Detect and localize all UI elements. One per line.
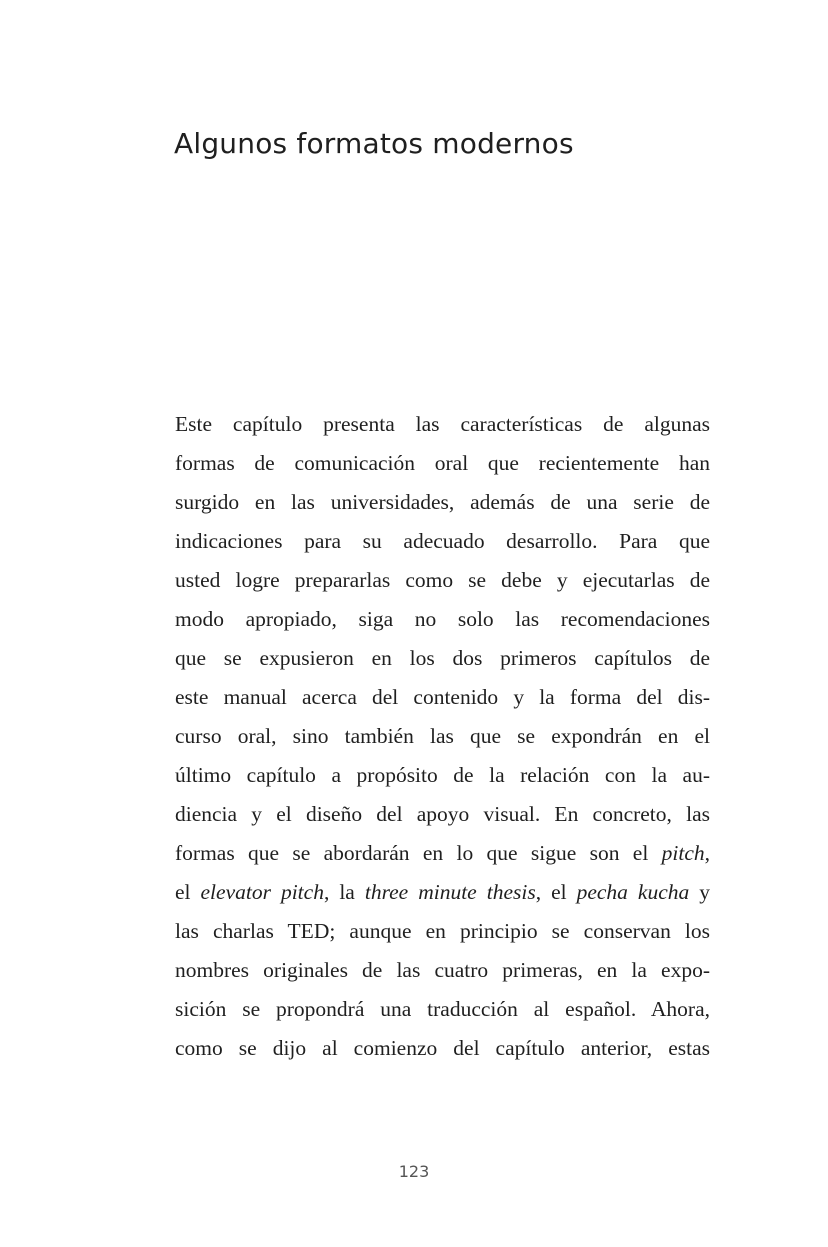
- text-segment: surgido en las universidades, además de una serie de: [175, 490, 710, 514]
- page-number: 123: [398, 1162, 430, 1181]
- text-line: [175, 795, 710, 834]
- text-line: [175, 678, 710, 717]
- text-segment: el: [175, 880, 201, 904]
- text-segment: curso oral, sino también las que se expondrán en el: [175, 724, 710, 748]
- italic-term: three minute thesis: [364, 880, 536, 904]
- text-segment: como se dijo al comienzo del capítulo anterior, estas: [175, 1036, 710, 1060]
- text-line: [175, 912, 710, 951]
- text-segment: modo apropiado, siga no solo las recomendaciones: [175, 607, 710, 631]
- text-line: [175, 444, 710, 483]
- chapter-title: Algunos formatos modernos: [174, 127, 574, 160]
- text-segment: diencia y el diseño del apoyo visual. En concreto, las: [175, 802, 710, 826]
- text-line: [175, 756, 710, 795]
- text-segment: usted logre prepararlas como se debe y ejecutarlas de: [175, 568, 710, 592]
- italic-term: pitch: [661, 841, 705, 865]
- text-segment: nombres originales de las cuatro primeras, en la expo-: [175, 958, 710, 982]
- text-segment: este manual acerca del contenido y la forma del dis-: [175, 685, 710, 709]
- text-segment: y: [689, 880, 711, 904]
- text-line: [175, 639, 710, 678]
- text-segment: sición se propondrá una traducción al español. Ahora,: [175, 997, 710, 1021]
- text-line: [175, 483, 710, 522]
- text-segment: Este capítulo presenta las características de algunas: [175, 412, 710, 436]
- text-segment: formas de comunicación oral que recientemente han: [175, 451, 710, 475]
- text-line: [175, 990, 710, 1029]
- text-line: [175, 951, 710, 990]
- text-segment: formas que se abordarán en lo que sigue son el: [175, 841, 662, 865]
- text-line: [175, 1029, 710, 1068]
- text-line: [175, 561, 710, 600]
- text-segment: último capítulo a propósito de la relación con la au-: [175, 763, 710, 787]
- italic-term: elevator pitch: [200, 880, 324, 904]
- text-segment: que se expusieron en los dos primeros capítulos de: [175, 646, 710, 670]
- body-paragraph: [175, 405, 710, 1068]
- text-line: [175, 405, 710, 444]
- text-line: [175, 522, 710, 561]
- text-line: [175, 600, 710, 639]
- text-line: [175, 717, 710, 756]
- text-line: [175, 873, 710, 912]
- text-segment: , la: [323, 880, 365, 904]
- italic-term: pecha kucha: [576, 880, 690, 904]
- text-line: [175, 834, 710, 873]
- text-segment: indicaciones para su adecuado desarrollo. Para que: [175, 529, 710, 553]
- text-segment: ,: [704, 841, 710, 865]
- text-segment: las charlas TED; aunque en principio se conservan los: [175, 919, 710, 943]
- text-segment: , el: [535, 880, 577, 904]
